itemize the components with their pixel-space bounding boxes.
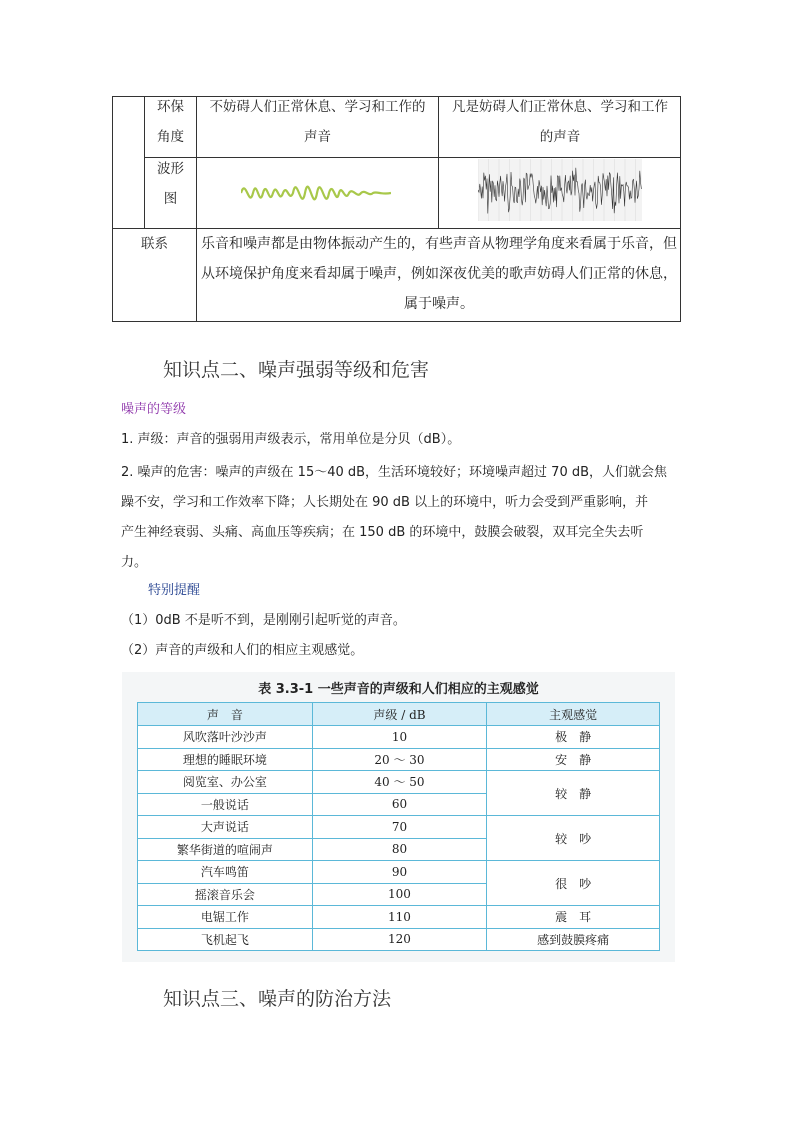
table-header-row (138, 703, 660, 726)
tip-2: （2）声音的声级和人们的相应主观感觉。 (121, 643, 364, 658)
noise-waveform-image (478, 159, 642, 221)
table-row (138, 816, 660, 839)
cell-level: 40 ～ 50 (312, 771, 487, 794)
cell-feel: 极 静 (487, 726, 660, 749)
paragraph-noise-harm: 2. 噪声的危害：噪声的声级在 15～40 dB，生活环境较好；环境噪声超过 70 dB，人们就会焦 躁不安，学习和工作效率下降；人长期处在 90 dB 以上的环境中，听力会受到严重影响，并 产生神经衰弱、头痛、高血压等疾病；在 150 dB 的环境中，鼓膜会破裂，双耳完全失去听 力。 (121, 465, 668, 570)
cell-sound: 繁华街道的喧闹声 (138, 838, 313, 861)
cell-feel: 震 耳 (487, 906, 660, 929)
cell-feel: 感到鼓膜疼痛 (487, 928, 660, 951)
cell-sound: 飞机起飞 (138, 928, 313, 951)
waveform-label: 波形 图 (157, 161, 184, 207)
music-env-cell: 不妨碍人们正常休息、学习和工作的 声音 (209, 99, 426, 145)
cell-feel: 较 静 (487, 771, 660, 816)
cell-level: 20 ～ 30 (312, 748, 487, 771)
comparison-table (112, 96, 681, 322)
relation-text: 乐音和噪声都是由物体振动产生的，有些声音从物理学角度来看属于乐音，但 从环境保护角度来看却属于噪声，例如深夜优美的歌声妨碍人们正常的休息， 属于噪声。 (201, 236, 677, 312)
cell-sound: 一般说话 (138, 793, 313, 816)
table-row (138, 928, 660, 951)
cell-sound: 摇滚音乐会 (138, 883, 313, 906)
cell-level: 90 (312, 861, 487, 884)
cell-feel: 安 静 (487, 748, 660, 771)
sound-level-table (137, 702, 660, 951)
cell-sound: 汽车鸣笛 (138, 861, 313, 884)
sound-level-table-figure (122, 672, 675, 962)
cell-sound: 理想的睡眠环境 (138, 748, 313, 771)
header-sound: 声 音 (138, 703, 313, 726)
cell-feel: 很 吵 (487, 861, 660, 906)
header-feel: 主观感觉 (487, 703, 660, 726)
music-waveform-image (241, 169, 391, 217)
table-row (138, 726, 660, 749)
table-row (138, 861, 660, 884)
cell-sound: 电锯工作 (138, 906, 313, 929)
section2-heading: 知识点二、噪声强弱等级和危害 (163, 359, 430, 381)
cell-sound: 阅览室、办公室 (138, 771, 313, 794)
cell-level: 120 (312, 928, 487, 951)
noise-env-cell: 凡是妨碍人们正常休息、学习和工作 的声音 (452, 99, 668, 145)
tip-1: （1）0dB 不是听不到，是刚刚引起听觉的声音。 (121, 613, 406, 628)
table-row (138, 771, 660, 794)
table-row (138, 906, 660, 929)
paragraph-sound-level: 1. 声级：声音的强弱用声级表示，常用单位是分贝（dB）。 (121, 432, 461, 447)
cell-level: 100 (312, 883, 487, 906)
header-level: 声级 / dB (312, 703, 487, 726)
relation-label: 联系 (141, 236, 168, 252)
cell-sound: 大声说话 (138, 816, 313, 839)
cell-level: 10 (312, 726, 487, 749)
env-angle-label: 环保 角度 (157, 99, 184, 145)
cell-level: 110 (312, 906, 487, 929)
cell-sound: 风吹落叶沙沙声 (138, 726, 313, 749)
cell-feel: 较 吵 (487, 816, 660, 861)
noise-level-subheading: 噪声的等级 (121, 402, 187, 417)
section3-heading: 知识点三、噪声的防治方法 (163, 988, 392, 1010)
table-title: 表 3.3-1 一些声音的声级和人们相应的主观感觉 (258, 682, 539, 697)
table-row (138, 748, 660, 771)
cell-level: 70 (312, 816, 487, 839)
cell-level: 60 (312, 793, 487, 816)
special-tip-label: 特别提醒 (148, 583, 201, 598)
cell-level: 80 (312, 838, 487, 861)
